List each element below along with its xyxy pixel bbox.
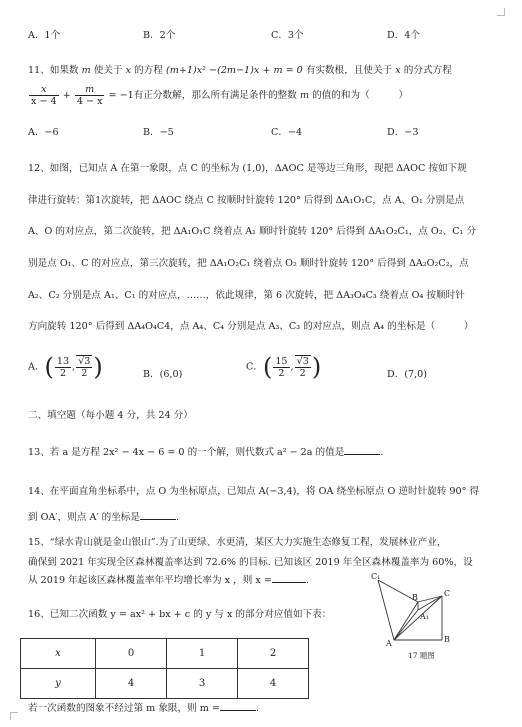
q14-line2: 到 OA′，则点 A′ 的坐标是 . [28,512,180,523]
prev-option-a: A．1个 [28,30,61,41]
q12-line3: A、O 的对应点，第二次旋转，把 ΔA₁O₁C 绕着点 A₁ 顺时针旋转 120° 后得到 ΔA₁O₂C₁，点 O₂、C₁ 分 [28,226,477,237]
table-row [21,669,309,699]
q16-line1: 16、已知二次函数 y = ax² + bx + c 的 y 与 x 的部分对应值如下表： [28,609,332,620]
table-row [21,639,309,669]
q16-answer-blank [220,710,256,711]
q14-line1: 14、在平面直角坐标系中，点 O 为坐标原点，已知点 A(−3,4)，将 OA 绕坐标原点 O 逆时针旋转 90° 得 [28,486,480,497]
segment-c1-a [378,580,394,640]
q15-line1: 15、“绿水青山就是金山银山”.为了山更绿、水更清，某区大力实施生态修复工程，发展林业产业， [28,537,447,548]
q12-option-d: D．(7,0) [387,369,428,380]
page-corner-bottom-left [10,712,18,720]
table-cell: 3 [167,669,238,699]
table-cell: 4 [96,669,167,699]
prev-option-b: B．2个 [143,30,176,41]
q12-line5: A₂、C₂ 分别是点 A₁、C₁ 的对应点，……，依此规律，第 6 次旋转，把 ΔA₃O₄C₃ 绕着点 O₄ 按顺时针 [28,290,465,301]
prev-option-d: D．4个 [387,30,420,41]
table-cell: 0 [96,639,167,669]
label-b: B [444,635,450,644]
label-c1: C₁ [371,572,381,581]
q11-option-b: B．−5 [143,127,174,138]
q13-text: 13、若 a 是方程 2x² − 4x − 6 = 0 的一个解，则代数式 a² − 2a 的值是 . [28,447,384,458]
label-a1: A₁ [420,612,429,621]
page-corner-top-right [497,8,505,16]
table-cell: 2 [238,639,309,669]
q14-answer-blank [140,519,176,520]
q12-line2: 律进行旋转：第1次旋转，把 ΔAOC 绕点 C 按顺时针旋转 120° 后得到 ΔA₁O₁C，点 A、O₁ 分别是点 [28,195,465,206]
q11-line1: 11、如果数 m 使关于 x 的方程 (m+1)x² −(2m−1)x + m = 0 有实数根，且使关于 x 的分式方程 [28,65,452,76]
q11-line2: $\frac{x}{x - 4}$ + $\frac{m}{4 - x}$ = −1有正分数解，那么所有满足条件的整数 m 的值的和为（ ） [31,84,409,107]
q16-value-table [20,638,309,699]
figure-caption: 17 题图 [408,651,435,660]
q12-line1: 12、如图，已知点 A 在第一象限，点 C 的坐标为 (1,0)，ΔAOC 是等边三角形，现把 ΔAOC 按如下规 [28,163,467,174]
figure-17 [362,572,482,662]
q15-line2: 确保到 2021 年实现全区森林覆盖率达到 72.6% 的目标. 已知该区 2019 年全区森林覆盖率为 60%，设 [28,557,473,568]
table-cell: y [21,669,96,699]
q12-option-a: A．( $\frac{13}{2}$ , $\frac{√3}{2}$ ) [28,353,103,381]
q11-fraction-1: $\frac{x}{x - 4}$ [31,84,57,107]
segment-a-a1 [394,610,418,640]
prev-option-c: C．3个 [271,30,304,41]
segment-a1-c [418,596,442,610]
q11-fraction-2: $\frac{m}{4 - x}$ [76,84,103,107]
q12-line4: 别是点 O₁、C 的对应点，第三次旋转，把 ΔA₁O₂C₁ 绕着点 O₂ 顺时针旋转 120° 后得到 ΔA₂O₂C₂，点 [28,258,469,269]
geometry-figure [362,572,482,662]
section-heading: 二、填空题（每小题 4 分，共 24 分） [28,410,193,421]
q15-answer-blank [272,582,306,583]
label-c: C [444,589,451,598]
label-b-top: B [412,593,418,602]
q12-option-c: C．( $\frac{15}{2}$ , $\frac{√3}{2}$ ) [246,353,322,381]
label-a: A [386,639,392,648]
q11-option-a: A．−6 [28,127,59,138]
table-cell: 1 [167,639,238,669]
q12-line6: 方向旋转 120° 后得到 ΔA₄O₄C4，点 A₄、C₄ 分别是点 A₃、C₃ 的对应点，则点 A₄ 的坐标是（ ） [28,321,474,332]
table-cell: 4 [238,669,309,699]
q11-option-d: D．−3 [387,127,419,138]
q13-answer-blank [344,454,380,455]
q16-line2: 若一次函数的图象不经过第 m 象限，则 m = . [28,703,259,714]
table-cell: x [21,639,96,669]
q15-line3: 从 2019 年起该区森林覆盖率年平均增长率为 x ，则 x = . [28,575,309,586]
q11-option-c: C．−4 [271,127,303,138]
q12-option-b: B．(6,0) [143,369,183,380]
